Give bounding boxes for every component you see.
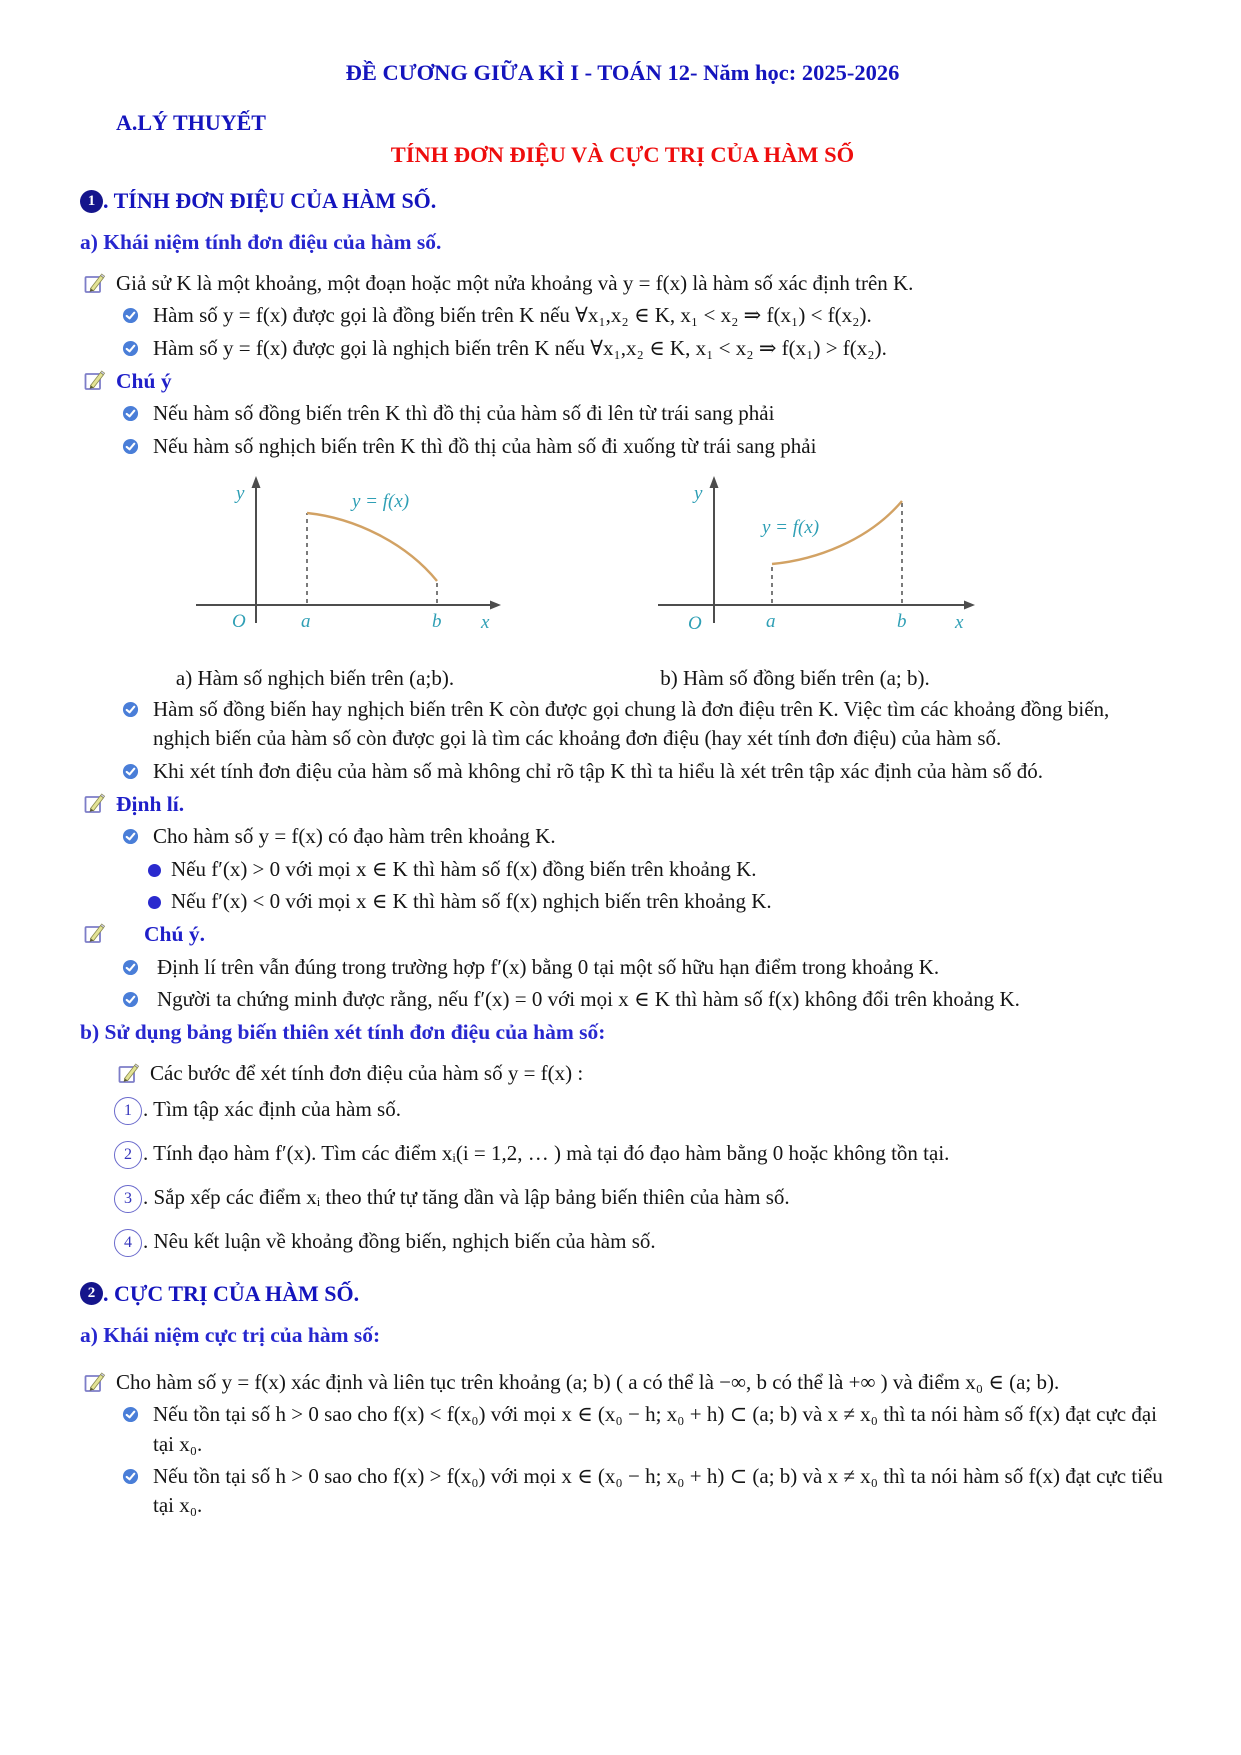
list-item bbox=[80, 1462, 1165, 1521]
list-item bbox=[80, 953, 1165, 982]
check-bullet-icon bbox=[122, 405, 139, 422]
origin-label: O bbox=[688, 613, 702, 635]
decreasing-function-graph bbox=[180, 471, 510, 649]
subsection-2a-heading: a) Khái niệm cực trị của hàm số: bbox=[80, 1322, 381, 1347]
note-row bbox=[80, 366, 1165, 396]
curve-label: y = f(x) bbox=[762, 517, 820, 539]
pencil-icon bbox=[84, 792, 106, 814]
list-item bbox=[80, 887, 1165, 916]
check-bullet-icon bbox=[122, 340, 139, 357]
pencil-icon bbox=[118, 1062, 140, 1084]
note-1-label: Chú ý bbox=[116, 369, 172, 394]
figure-decreasing bbox=[80, 471, 635, 691]
pencil-icon bbox=[84, 369, 106, 391]
local-maximum-definition: Nếu tồn tại số h > 0 sao cho f(x) < f(x₀) với mọi x ∈ (x₀ − h; x₀ + h) ⊂ (a; b) và x ≠ x₀ thì ta nói hàm số f(x) đạt cực đại tại x₀. bbox=[153, 1402, 1158, 1456]
step-item-4 bbox=[114, 1227, 1165, 1257]
check-bullet-icon bbox=[122, 1406, 139, 1423]
step-number-icon: 2 bbox=[114, 1141, 142, 1169]
figure-caption-a: a) Hàm số nghịch biến trên (a;b). bbox=[175, 666, 455, 691]
section-1-heading bbox=[80, 188, 1165, 214]
note-row bbox=[80, 919, 1165, 949]
step-number-icon: 4 bbox=[114, 1229, 142, 1257]
dot-bullet-icon bbox=[148, 896, 161, 909]
list-item bbox=[80, 757, 1165, 786]
step-item-2 bbox=[114, 1139, 1165, 1169]
list-item bbox=[80, 855, 1165, 884]
figure-caption-b: b) Hàm số đồng biến trên (a; b). bbox=[660, 666, 930, 691]
section-1-title: . TÍNH ĐƠN ĐIỆU CỦA HÀM SỐ. bbox=[103, 188, 437, 213]
steps-block bbox=[114, 1059, 1165, 1256]
intro-row bbox=[80, 269, 1165, 298]
x-axis-label: x bbox=[481, 612, 490, 634]
list-item bbox=[80, 301, 1165, 330]
subsection-1b-heading: b) Sử dụng bảng biến thiên xét tính đơn điệu của hàm số: bbox=[80, 1020, 606, 1045]
increasing-function-graph bbox=[650, 471, 980, 649]
monotone-domain-note: Khi xét tính đơn điệu của hàm số mà không chỉ rõ tập K thì ta hiểu là xét trên tập xác định của hàm số đó. bbox=[153, 758, 1043, 783]
steps-intro: Các bước để xét tính đơn điệu của hàm số y = f(x) : bbox=[150, 1061, 584, 1086]
note-decreasing-graph: Nếu hàm số nghịch biến trên K thì đồ thị của hàm số đi xuống từ trái sang phải bbox=[153, 433, 817, 458]
step-number-icon: 3 bbox=[114, 1185, 142, 1213]
step-text: . Nêu kết luận về khoảng đồng biến, nghịch biến của hàm số. bbox=[143, 1228, 656, 1253]
check-bullet-icon bbox=[122, 991, 139, 1008]
step-text: . Tìm tập xác định của hàm số. bbox=[143, 1096, 401, 1121]
check-bullet-icon bbox=[122, 438, 139, 455]
y-axis-arrow bbox=[252, 476, 261, 488]
section-number-badge: 1 bbox=[80, 190, 103, 213]
page-title: ĐỀ CƯƠNG GIỮA KÌ I - TOÁN 12- Năm học: 2025-2026 bbox=[345, 60, 900, 85]
check-bullet-icon bbox=[122, 1468, 139, 1485]
dot-bullet-icon bbox=[148, 864, 161, 877]
note-increasing-graph: Nếu hàm số đồng biến trên K thì đồ thị của hàm số đi lên từ trái sang phải bbox=[153, 401, 775, 426]
step-item-1 bbox=[114, 1095, 1165, 1125]
note-2-label: Chú ý. bbox=[144, 922, 205, 947]
b-label: b bbox=[432, 611, 442, 633]
extremum-intro: Cho hàm số y = f(x) xác định và liên tục trên khoảng (a; b) ( a có thể là −∞, b có thể là +∞ ) và điểm x₀ ∈ (a; b). bbox=[116, 1369, 1060, 1394]
theorem-row bbox=[80, 789, 1165, 819]
x-axis-arrow bbox=[964, 601, 975, 610]
y-axis-label: y bbox=[236, 483, 245, 505]
steps-intro-row bbox=[114, 1059, 1165, 1088]
definition-decreasing: Hàm số y = f(x) được gọi là nghịch biến trên K nếu ∀x₁,x₂ ∈ K, x₁ < x₂ ⇒ f(x₁) > f(x₂). bbox=[153, 335, 887, 360]
theorem-negative-derivative: Nếu f′(x) < 0 với mọi x ∈ K thì hàm số f(x) nghịch biến trên khoảng K. bbox=[171, 889, 772, 914]
step-text: . Sắp xếp các điểm xᵢ theo thứ tự tăng dần và lập bảng biến thiên của hàm số. bbox=[143, 1184, 790, 1209]
b-label: b bbox=[897, 611, 907, 633]
intro-text: Giả sử K là một khoảng, một đoạn hoặc một nửa khoảng và y = f(x) là hàm số xác định trên K. bbox=[116, 271, 914, 295]
pencil-icon bbox=[84, 272, 106, 294]
origin-label: O bbox=[232, 611, 246, 633]
section-number-badge: 2 bbox=[80, 1282, 103, 1305]
function-graphs-figure bbox=[80, 471, 1165, 691]
intro-row bbox=[80, 1368, 1165, 1397]
check-bullet-icon bbox=[122, 763, 139, 780]
local-minimum-definition: Nếu tồn tại số h > 0 sao cho f(x) > f(x₀) với mọi x ∈ (x₀ − h; x₀ + h) ⊂ (a; b) và x ≠ x₀ thì ta nói hàm số f(x) đạt cực tiểu tại x₀. bbox=[153, 1463, 1163, 1518]
list-item bbox=[80, 334, 1165, 363]
step-text: . Tính đạo hàm f′(x). Tìm các điểm xᵢ(i = 1,2, … ) mà tại đó đạo hàm bằng 0 hoặc không tồn tại. bbox=[143, 1140, 950, 1165]
list-item bbox=[80, 432, 1165, 461]
decreasing-curve bbox=[307, 513, 437, 581]
pencil-icon bbox=[84, 1371, 106, 1393]
check-bullet-icon bbox=[122, 701, 139, 718]
list-item bbox=[80, 822, 1165, 851]
x-axis-label: x bbox=[955, 612, 964, 634]
list-item bbox=[80, 1400, 1165, 1459]
theorem-label: Định lí. bbox=[116, 792, 185, 817]
section-2-title: . CỰC TRỊ CỦA HÀM SỐ. bbox=[103, 1280, 360, 1306]
pencil-icon bbox=[84, 922, 106, 944]
monotone-definition-text: Hàm số đồng biến hay nghịch biến trên K còn được gọi chung là đơn điệu trên K. Việc tìm các khoảng đồng biến, nghịch biến của hàm số còn được gọi là tìm các khoảng đơn điệu (hay xét tính đơn điệu) của hàm số. bbox=[153, 697, 1110, 751]
a-label: a bbox=[766, 611, 776, 633]
y-axis-arrow bbox=[710, 476, 719, 488]
theorem-intro: Cho hàm số y = f(x) có đạo hàm trên khoảng K. bbox=[153, 824, 556, 849]
step-item-3 bbox=[114, 1183, 1165, 1213]
theorem-positive-derivative: Nếu f′(x) > 0 với mọi x ∈ K thì hàm số f(x) đồng biến trên khoảng K. bbox=[171, 856, 757, 881]
note-finite-zeros: Định lí trên vẫn đúng trong trường hợp f′(x) bằng 0 tại một số hữu hạn điểm trong khoảng K. bbox=[157, 954, 940, 979]
a-label: a bbox=[301, 611, 311, 633]
x-axis-arrow bbox=[490, 601, 501, 610]
curve-label: y = f(x) bbox=[352, 491, 410, 513]
page-subtitle: TÍNH ĐƠN ĐIỆU VÀ CỰC TRỊ CỦA HÀM SỐ bbox=[390, 142, 855, 167]
check-bullet-icon bbox=[122, 307, 139, 324]
list-item bbox=[80, 695, 1165, 754]
theory-section-label: A.LÝ THUYẾT bbox=[116, 110, 266, 135]
list-item bbox=[80, 399, 1165, 428]
section-2-heading bbox=[80, 1281, 1165, 1307]
note-constant-function: Người ta chứng minh được rằng, nếu f′(x) = 0 với mọi x ∈ K thì hàm số f(x) không đổi trên khoảng K. bbox=[157, 986, 1020, 1011]
subsection-1a-heading: a) Khái niệm tính đơn điệu của hàm số. bbox=[80, 230, 442, 254]
list-item bbox=[80, 985, 1165, 1014]
y-axis-label: y bbox=[694, 483, 703, 505]
definition-increasing: Hàm số y = f(x) được gọi là đồng biến trên K nếu ∀x₁,x₂ ∈ K, x₁ < x₂ ⇒ f(x₁) < f(x₂). bbox=[153, 303, 872, 328]
check-bullet-icon bbox=[122, 828, 139, 845]
check-bullet-icon bbox=[122, 959, 139, 976]
step-number-icon: 1 bbox=[114, 1097, 142, 1125]
figure-increasing bbox=[635, 471, 1165, 691]
